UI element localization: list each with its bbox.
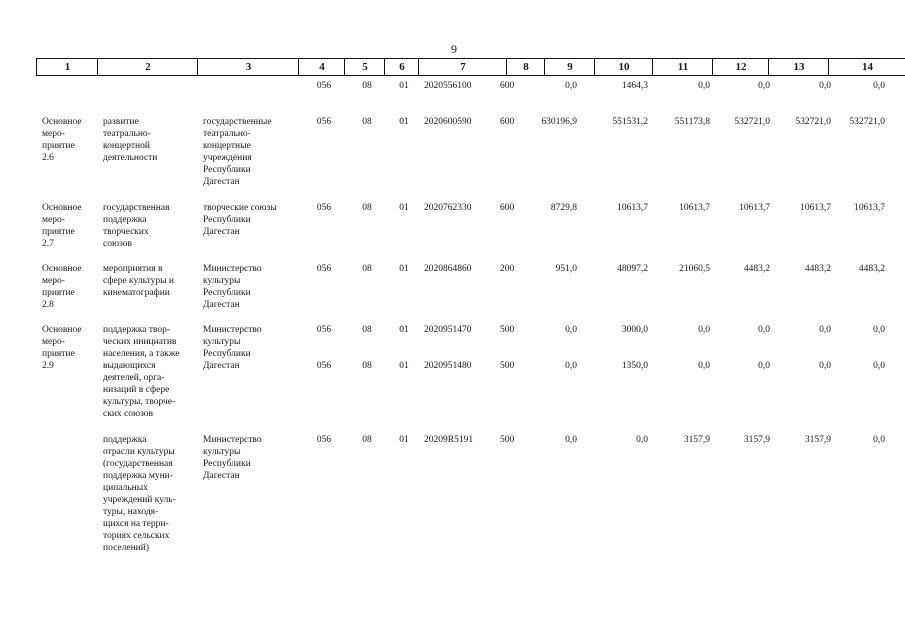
cell-c7: 2020951480 xyxy=(424,361,472,371)
header-col-13: 13 xyxy=(768,58,829,76)
header-col-12: 12 xyxy=(712,58,769,76)
cell-c4: 056 xyxy=(316,264,332,274)
cell-c14: 0,0 xyxy=(873,361,885,371)
cell-executor: Министерство культуры Республики Дагестан xyxy=(203,435,262,481)
cell-c12: 0,0 xyxy=(758,325,770,335)
cell-c4: 056 xyxy=(316,117,332,127)
header-col-1: 1 xyxy=(36,58,98,76)
header-col-8: 8 xyxy=(506,58,545,76)
cell-c13: 0,0 xyxy=(819,361,831,371)
cell-c6: 01 xyxy=(399,264,409,274)
cell-c13: 4483,2 xyxy=(804,264,831,274)
cell-c14: 532721,0 xyxy=(849,117,885,127)
cell-name: поддержка отрасли культуры (государственная поддержка муни- ципальных учреждений куль- туры, находя- щихся на терри- ториях сельских поселений) xyxy=(103,435,176,553)
cell-c8: 500 xyxy=(500,325,515,335)
cell-c11: 10613,7 xyxy=(679,203,710,213)
cell-c4: 056 xyxy=(316,361,332,371)
cell-c5: 08 xyxy=(362,117,372,127)
cell-c10: 3000,0 xyxy=(621,325,648,335)
cell-name: государственная поддержка творческих союзов xyxy=(103,203,170,249)
cell-c9: 951,0 xyxy=(555,264,577,274)
cell-event: Основное меро- приятие 2.9 xyxy=(42,325,82,371)
cell-c13: 0,0 xyxy=(819,81,831,91)
header-col-7: 7 xyxy=(418,58,507,76)
cell-c9: 0,0 xyxy=(565,435,577,445)
cell-c12: 0,0 xyxy=(758,81,770,91)
cell-c6: 01 xyxy=(399,81,409,91)
cell-executor: государственные театрально- концертные учреждения Республики Дагестан xyxy=(203,117,272,187)
header-col-6: 6 xyxy=(384,58,419,76)
cell-c7: 2020600590 xyxy=(424,117,472,127)
cell-c7: 2020864860 xyxy=(424,264,472,274)
cell-c7: 2020762330 xyxy=(424,203,472,213)
cell-c5: 08 xyxy=(362,81,372,91)
cell-c6: 01 xyxy=(399,203,409,213)
cell-c9: 0,0 xyxy=(565,325,577,335)
cell-c12: 3157,9 xyxy=(743,435,770,445)
cell-c6: 01 xyxy=(399,325,409,335)
cell-name: развитие театрально- концертной деятельности xyxy=(103,117,158,163)
cell-c4: 056 xyxy=(316,325,332,335)
cell-c8: 200 xyxy=(500,264,515,274)
cell-executor: Министерство культуры Республики Дагестан xyxy=(203,325,262,371)
cell-c11: 0,0 xyxy=(698,325,710,335)
cell-c14: 10613,7 xyxy=(854,203,885,213)
cell-c5: 08 xyxy=(362,435,372,445)
cell-c10: 1464,3 xyxy=(621,81,648,91)
cell-c10: 0,0 xyxy=(636,435,648,445)
table-header xyxy=(36,58,905,76)
header-bottom-rule xyxy=(36,75,905,76)
cell-c4: 056 xyxy=(316,203,332,213)
cell-c11: 21060,5 xyxy=(679,264,710,274)
cell-c6: 01 xyxy=(399,117,409,127)
cell-c7: 20209R5191 xyxy=(424,435,474,445)
cell-c10: 10613,7 xyxy=(617,203,648,213)
cell-c13: 0,0 xyxy=(819,325,831,335)
cell-event: Основное меро- приятие 2.8 xyxy=(42,264,82,310)
cell-c10: 48097,2 xyxy=(617,264,648,274)
cell-c7: 2020951470 xyxy=(424,325,472,335)
cell-c12: 532721,0 xyxy=(734,117,770,127)
header-col-14: 14 xyxy=(828,58,905,76)
cell-c8: 600 xyxy=(500,81,515,91)
cell-c7: 2020556100 xyxy=(424,81,472,91)
cell-event: Основное меро- приятие 2.7 xyxy=(42,203,82,249)
cell-c12: 4483,2 xyxy=(743,264,770,274)
cell-name: поддержка твор- ческих инициатив населения, а также выдающихся деятелей, орга- низаций в сфере культуры, творче- ских союзов xyxy=(103,325,180,419)
cell-c14: 4483,2 xyxy=(858,264,885,274)
cell-c9: 0,0 xyxy=(565,361,577,371)
header-col-10: 10 xyxy=(594,58,653,76)
cell-event: Основное меро- приятие 2.6 xyxy=(42,117,82,163)
header-col-9: 9 xyxy=(544,58,595,76)
header-col-11: 11 xyxy=(652,58,713,76)
cell-c11: 0,0 xyxy=(698,361,710,371)
cell-c10: 551531,2 xyxy=(612,117,648,127)
cell-c4: 056 xyxy=(316,435,332,445)
cell-c13: 532721,0 xyxy=(795,117,831,127)
header-col-2: 2 xyxy=(97,58,198,76)
page-number: 9 xyxy=(451,42,457,56)
cell-c12: 0,0 xyxy=(758,361,770,371)
header-col-5: 5 xyxy=(344,58,385,76)
cell-c9: 630196,9 xyxy=(541,117,577,127)
cell-c13: 10613,7 xyxy=(800,203,831,213)
cell-c8: 600 xyxy=(500,203,515,213)
cell-c9: 8729,8 xyxy=(550,203,577,213)
cell-c5: 08 xyxy=(362,203,372,213)
cell-c14: 0,0 xyxy=(873,435,885,445)
cell-c10: 1350,0 xyxy=(621,361,648,371)
cell-c9: 0,0 xyxy=(565,81,577,91)
cell-c14: 0,0 xyxy=(873,81,885,91)
cell-c4: 056 xyxy=(316,81,332,91)
cell-executor: творческие союзы Республики Дагестан xyxy=(203,203,277,237)
header-col-3: 3 xyxy=(197,58,299,76)
cell-c8: 500 xyxy=(500,435,515,445)
cell-c13: 3157,9 xyxy=(804,435,831,445)
cell-c12: 10613,7 xyxy=(739,203,770,213)
cell-c5: 08 xyxy=(362,361,372,371)
cell-c5: 08 xyxy=(362,325,372,335)
cell-c5: 08 xyxy=(362,264,372,274)
cell-name: мероприятия в сфере культуры и кинематографии xyxy=(103,264,174,298)
cell-c11: 551173,8 xyxy=(674,117,710,127)
header-col-4: 4 xyxy=(298,58,345,76)
cell-c14: 0,0 xyxy=(873,325,885,335)
cell-c6: 01 xyxy=(399,435,409,445)
cell-c8: 600 xyxy=(500,117,515,127)
cell-executor: Министерство культуры Республики Дагестан xyxy=(203,264,262,310)
cell-c11: 0,0 xyxy=(698,81,710,91)
cell-c6: 01 xyxy=(399,361,409,371)
cell-c8: 500 xyxy=(500,361,515,371)
cell-c11: 3157,9 xyxy=(683,435,710,445)
